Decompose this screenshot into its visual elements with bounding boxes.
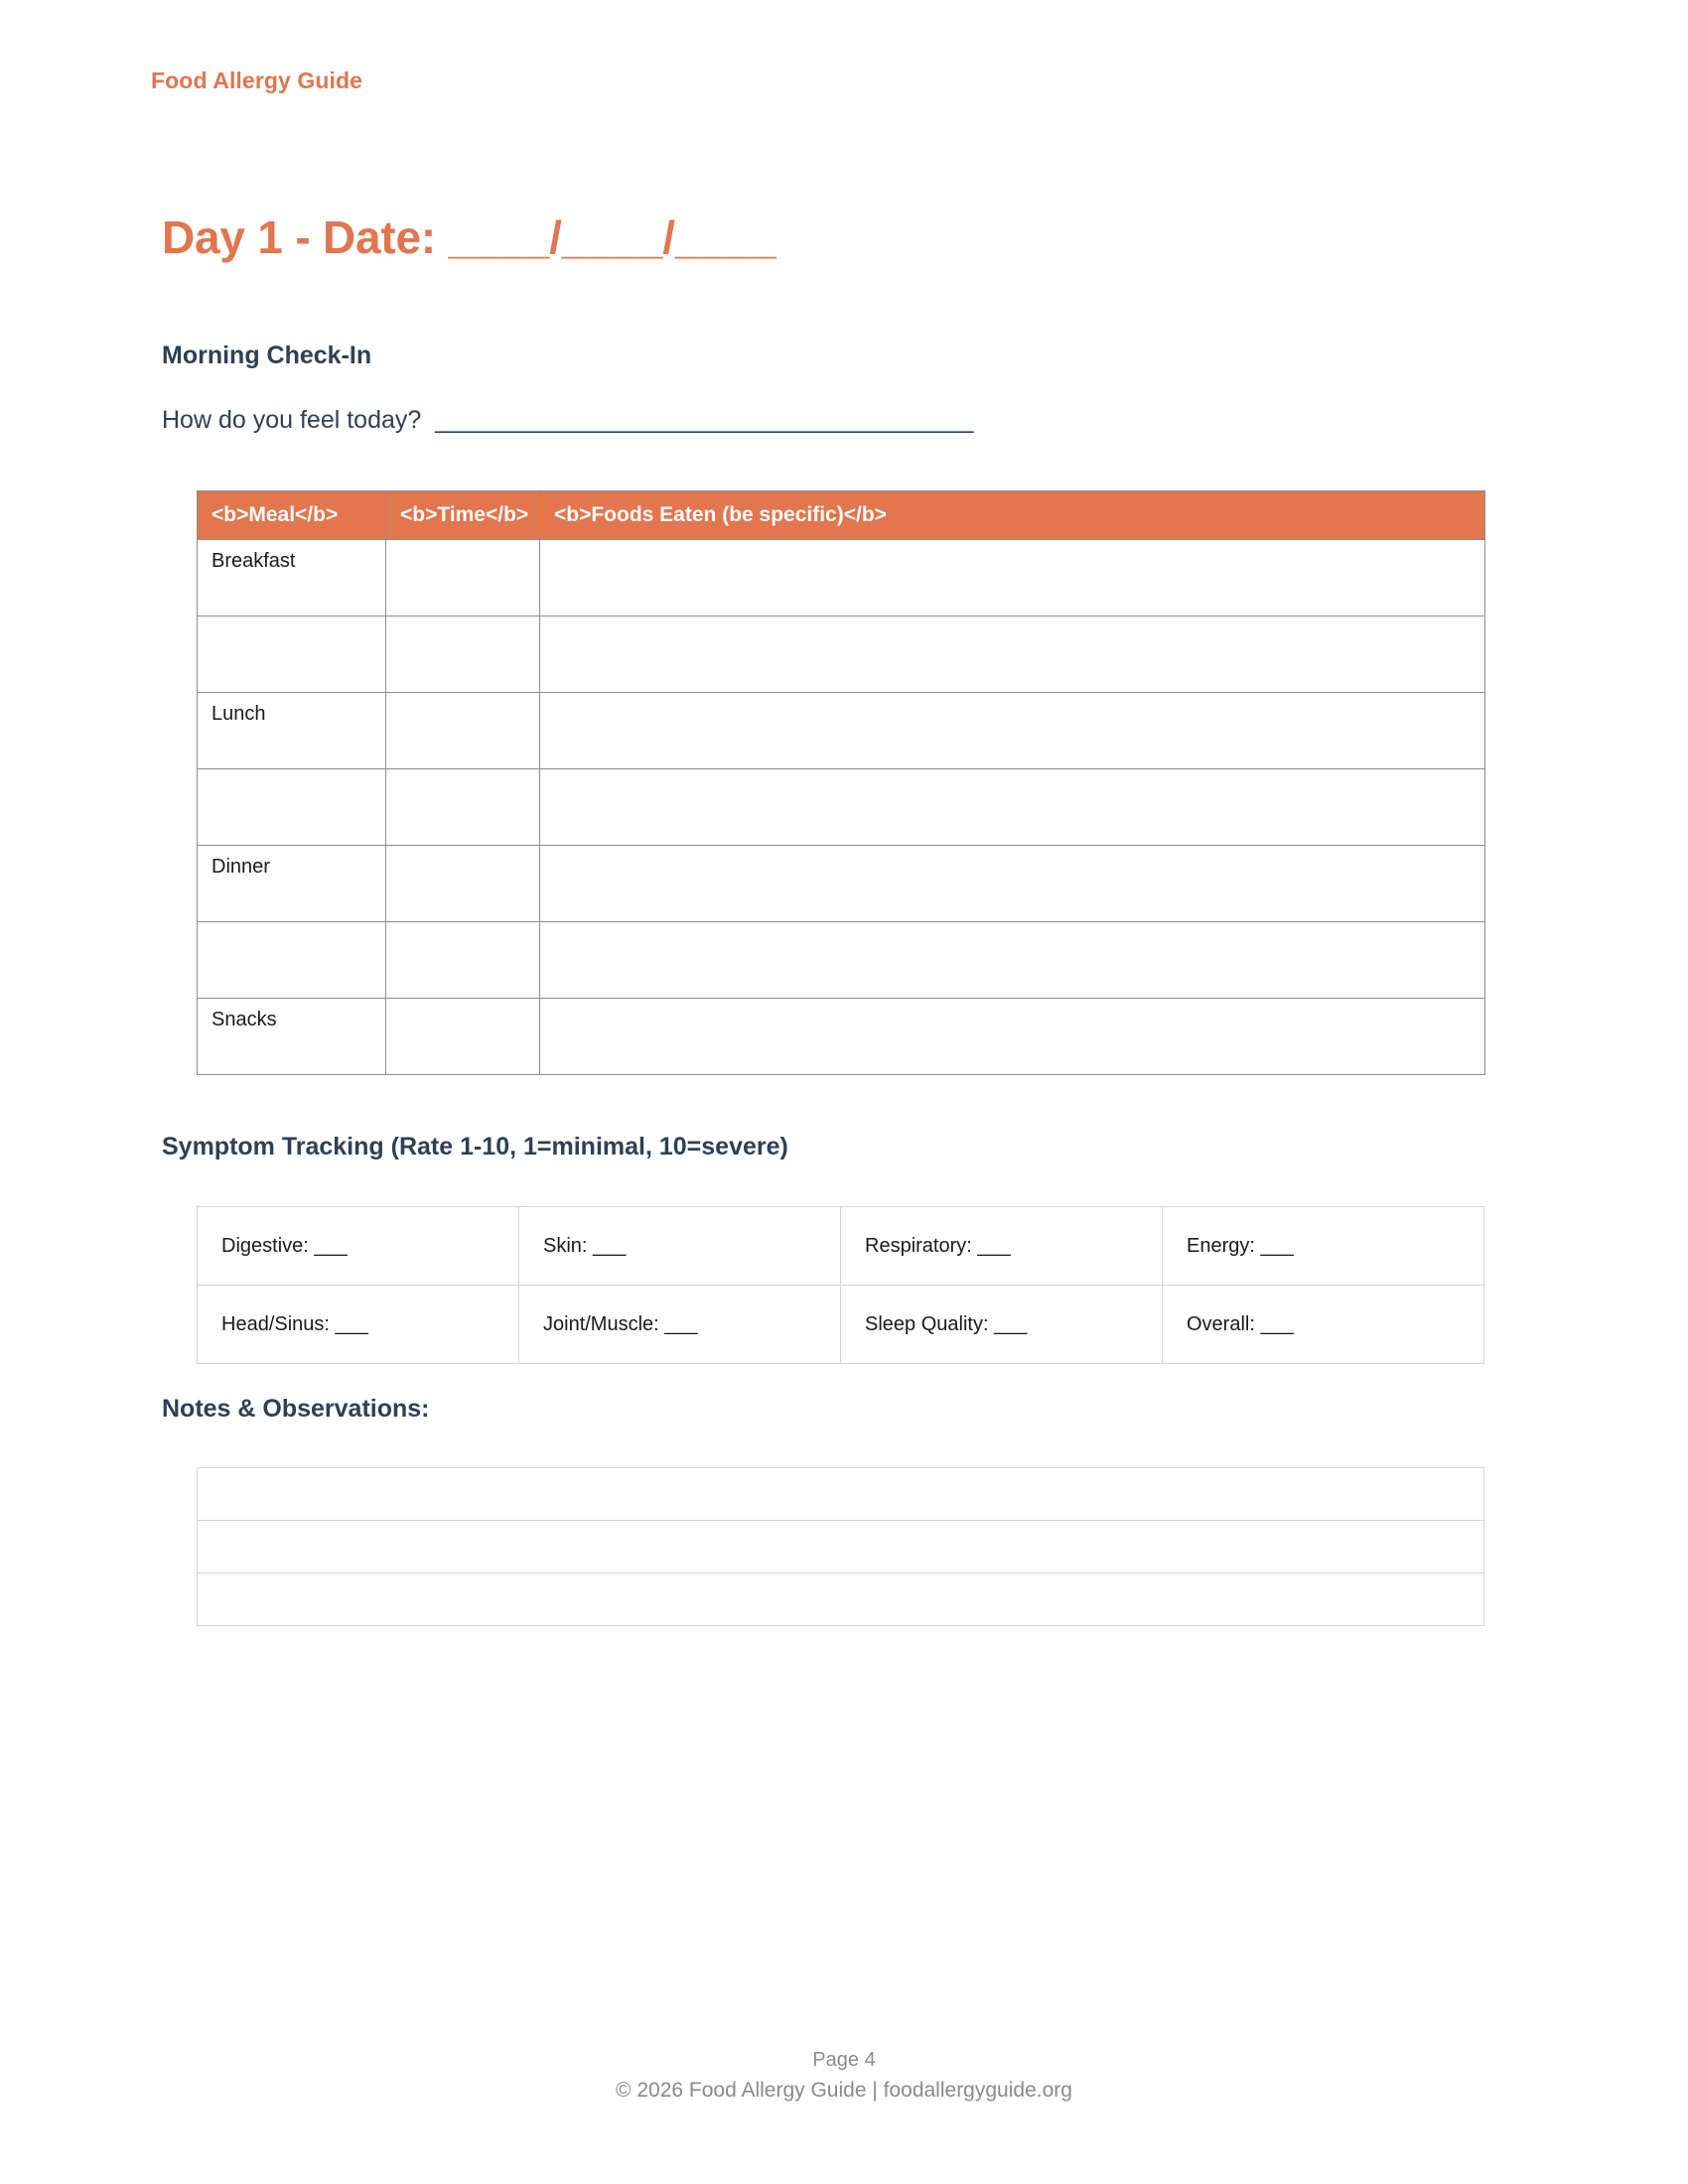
symptom-cell-head-sinus[interactable]: Head/Sinus: ___: [198, 1286, 519, 1364]
page-footer: [0, 2045, 1688, 2107]
page-title: Day 1 - Date: ____/____/____: [162, 211, 776, 263]
symptom-cell-skin[interactable]: Skin: ___: [519, 1207, 841, 1286]
meal-foods-cell[interactable]: [540, 846, 1485, 922]
table-row: [198, 1286, 1484, 1364]
meal-time-cell[interactable]: [386, 999, 540, 1075]
meal-foods-cell[interactable]: [540, 999, 1485, 1075]
meal-label-cell: Snacks: [198, 999, 386, 1075]
meal-label-cell: Dinner: [198, 846, 386, 922]
symptom-tracking-heading: Symptom Tracking (Rate 1-10, 1=minimal, 10=severe): [162, 1133, 788, 1160]
meal-table-header-row: [198, 491, 1485, 540]
morning-check-in-heading: Morning Check-In: [162, 341, 372, 369]
page-number: Page 4: [812, 2049, 876, 2071]
table-row: [198, 540, 1485, 616]
meal-time-cell[interactable]: [386, 616, 540, 693]
table-row: [198, 1207, 1484, 1286]
notes-observations-heading: Notes & Observations:: [162, 1395, 430, 1423]
table-row: [198, 616, 1485, 693]
notes-line-cell[interactable]: [198, 1468, 1484, 1521]
copyright-notice: © 2026 Food Allergy Guide | foodallergyguide.org: [616, 2079, 1072, 2102]
symptom-tracking-table: [197, 1206, 1484, 1364]
meal-log-table: [197, 490, 1485, 1075]
meal-time-cell[interactable]: [386, 693, 540, 769]
table-row: [198, 693, 1485, 769]
meal-time-cell[interactable]: [386, 769, 540, 846]
meal-foods-cell[interactable]: [540, 769, 1485, 846]
notes-table: [197, 1467, 1484, 1626]
meal-time-cell[interactable]: [386, 846, 540, 922]
meal-foods-cell[interactable]: [540, 616, 1485, 693]
symptom-cell-respiratory[interactable]: Respiratory: ___: [841, 1207, 1163, 1286]
notes-line-cell[interactable]: [198, 1573, 1484, 1626]
symptom-cell-overall[interactable]: Overall: ___: [1163, 1286, 1484, 1364]
time-column-header: <b>Time</b>: [386, 491, 540, 540]
symptom-cell-joint-muscle[interactable]: Joint/Muscle: ___: [519, 1286, 841, 1364]
meal-foods-cell[interactable]: [540, 922, 1485, 999]
table-row: [198, 999, 1485, 1075]
table-row: [198, 846, 1485, 922]
meal-label-cell: [198, 769, 386, 846]
feel-today-question: How do you feel today? _______________________________________: [162, 406, 974, 434]
meal-foods-cell[interactable]: [540, 693, 1485, 769]
foods-column-header: <b>Foods Eaten (be specific)</b>: [540, 491, 1485, 540]
meal-label-cell: Lunch: [198, 693, 386, 769]
table-row: [198, 1521, 1484, 1573]
table-row: [198, 1468, 1484, 1521]
table-row: [198, 769, 1485, 846]
meal-label-cell: Breakfast: [198, 540, 386, 616]
meal-label-cell: [198, 922, 386, 999]
notes-line-cell[interactable]: [198, 1521, 1484, 1573]
table-row: [198, 922, 1485, 999]
symptom-cell-sleep-quality[interactable]: Sleep Quality: ___: [841, 1286, 1163, 1364]
meal-time-cell[interactable]: [386, 922, 540, 999]
document-brand-header: Food Allergy Guide: [151, 68, 363, 93]
table-row: [198, 1573, 1484, 1626]
meal-column-header: <b>Meal</b>: [198, 491, 386, 540]
meal-foods-cell[interactable]: [540, 540, 1485, 616]
meal-time-cell[interactable]: [386, 540, 540, 616]
symptom-cell-energy[interactable]: Energy: ___: [1163, 1207, 1484, 1286]
meal-label-cell: [198, 616, 386, 693]
symptom-cell-digestive[interactable]: Digestive: ___: [198, 1207, 519, 1286]
